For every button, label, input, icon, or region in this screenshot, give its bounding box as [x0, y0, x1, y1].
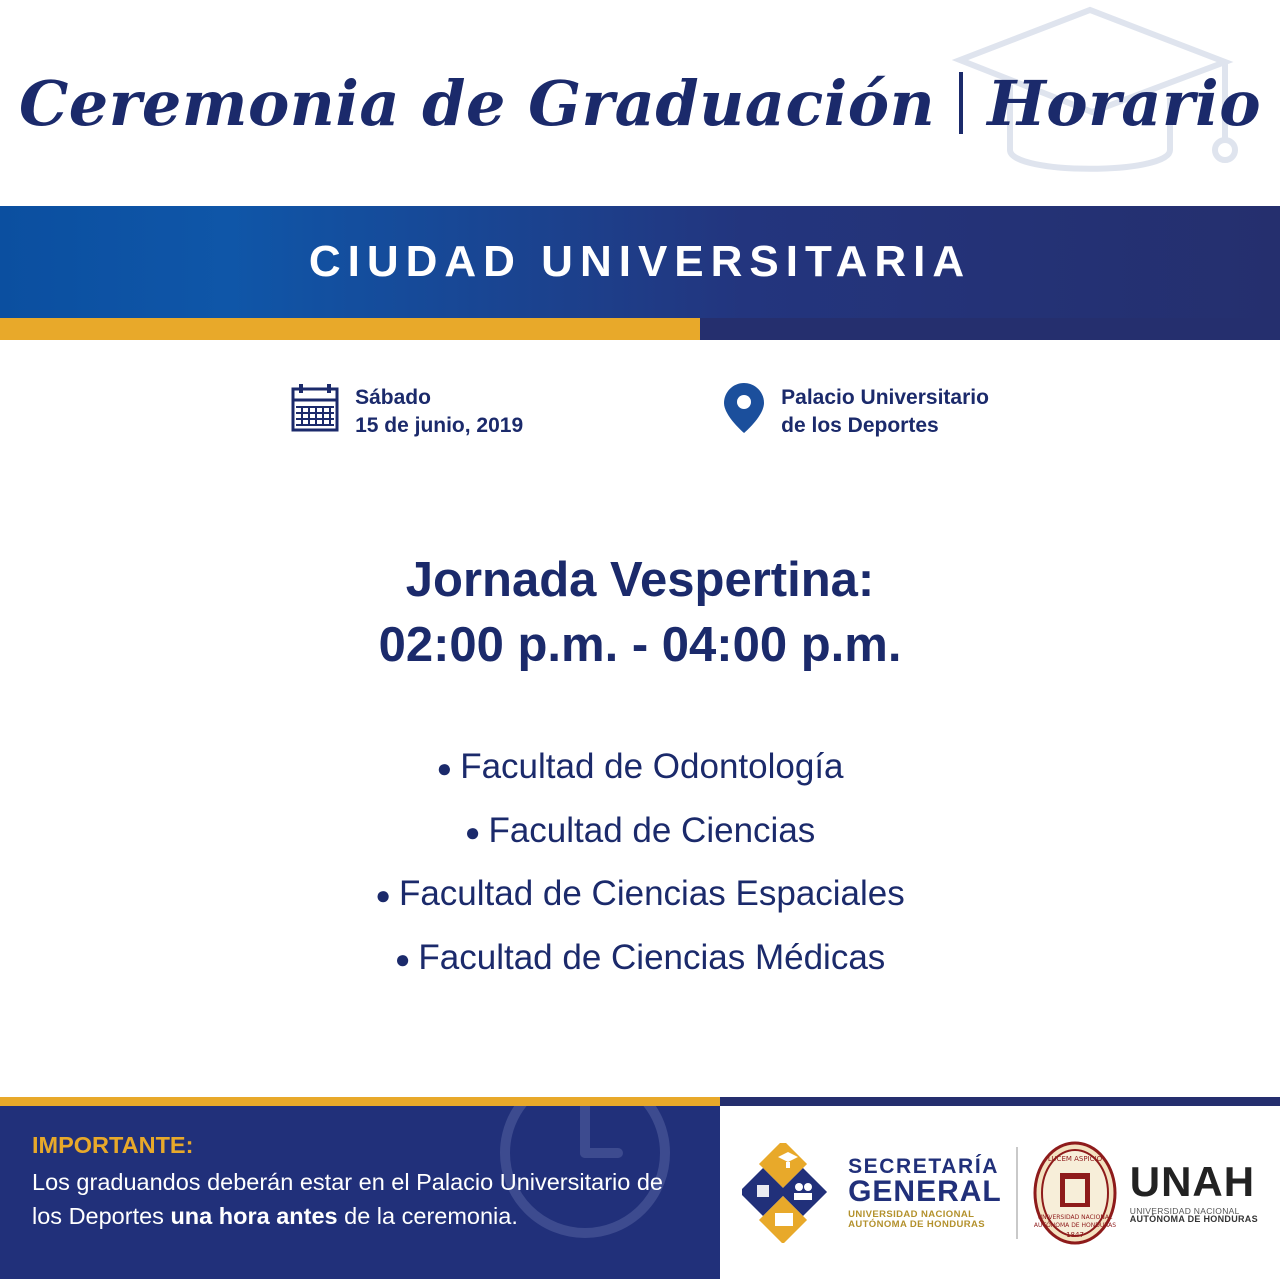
unah-line-1: UNIVERSIDAD NACIONAL	[1129, 1205, 1240, 1216]
date-day: Sábado	[355, 386, 431, 409]
list-item	[0, 926, 1280, 990]
location-line-1: Palacio Universitario	[781, 386, 989, 409]
poster-title	[0, 0, 1280, 206]
faculty-name: Facultad de Ciencias Espaciales	[398, 874, 905, 914]
note-part-1: Los graduandos deberán estar en el Palacio Universitario de los Deportes	[32, 1168, 663, 1230]
unah-acronym: UNAH	[1129, 1157, 1256, 1205]
title-sub: Horario	[987, 66, 1262, 140]
secretaria-line-1: SECRETARÍA	[848, 1155, 1000, 1178]
important-label: IMPORTANTE:	[32, 1132, 194, 1158]
bullet-icon: ●	[436, 753, 453, 784]
important-note	[32, 1128, 682, 1234]
unah-line-2: AUTÓNOMA DE HONDURAS	[1129, 1214, 1258, 1225]
footer-logos	[720, 1106, 1280, 1279]
band-underline-navy	[700, 318, 1280, 340]
secretaria-line-3: UNIVERSIDAD NACIONAL	[848, 1209, 975, 1220]
bullet-icon: ●	[464, 816, 481, 847]
bullet-icon: ●	[375, 880, 391, 911]
event-location	[723, 382, 989, 441]
calendar-icon	[291, 382, 339, 432]
logo-divider	[1016, 1147, 1018, 1239]
unah-seal-icon	[1032, 1141, 1118, 1245]
footer-rule-navy	[720, 1097, 1280, 1106]
event-date	[291, 382, 523, 441]
list-item	[0, 735, 1280, 799]
note-part-2: de la ceremonia.	[337, 1203, 518, 1230]
campus-band	[0, 206, 1280, 318]
bullet-icon: ●	[394, 944, 411, 975]
note-emphasis: una hora antes	[170, 1203, 338, 1230]
faculty-name: Facultad de Ciencias	[488, 810, 816, 850]
title-main: Ceremonia de Graduación	[18, 66, 936, 140]
footer-note-panel	[0, 1106, 720, 1279]
secretaria-line-2: GENERAL	[848, 1175, 1002, 1208]
secretaria-diamonds-icon	[742, 1143, 838, 1243]
campus-name: CIUDAD UNIVERSITARIA	[308, 237, 972, 286]
list-item	[0, 799, 1280, 863]
date-full: 15 de junio, 2019	[355, 414, 524, 438]
map-pin-icon	[723, 382, 765, 434]
faculty-name: Facultad de Odontología	[460, 747, 844, 786]
event-meta	[0, 382, 1280, 441]
secretaria-general-logo	[742, 1143, 1002, 1243]
footer-rule-gold	[0, 1097, 720, 1106]
seal-motto: LUCEM ASPICIO	[1047, 1154, 1102, 1163]
band-underline-gold	[0, 318, 700, 340]
session-name: Jornada Vespertina:	[405, 553, 875, 607]
faculty-list	[0, 735, 1280, 990]
secretaria-line-4: AUTÓNOMA DE HONDURAS	[848, 1218, 986, 1230]
session-heading	[0, 548, 1280, 677]
svg-text:AUTÓNOMA DE HONDURAS: AUTÓNOMA DE HONDURAS	[1033, 1221, 1116, 1229]
seal-year: 1847	[1065, 1230, 1084, 1239]
session-time: 02:00 p.m. - 04:00 p.m.	[378, 617, 902, 672]
title-divider	[959, 72, 963, 134]
faculty-name: Facultad de Ciencias Médicas	[418, 938, 886, 978]
unah-logo	[1032, 1141, 1258, 1245]
list-item	[0, 862, 1280, 926]
location-line-2: de los Deportes	[781, 414, 939, 438]
svg-text:UNIVERSIDAD NACIONAL: UNIVERSIDAD NACIONAL	[1037, 1213, 1113, 1221]
